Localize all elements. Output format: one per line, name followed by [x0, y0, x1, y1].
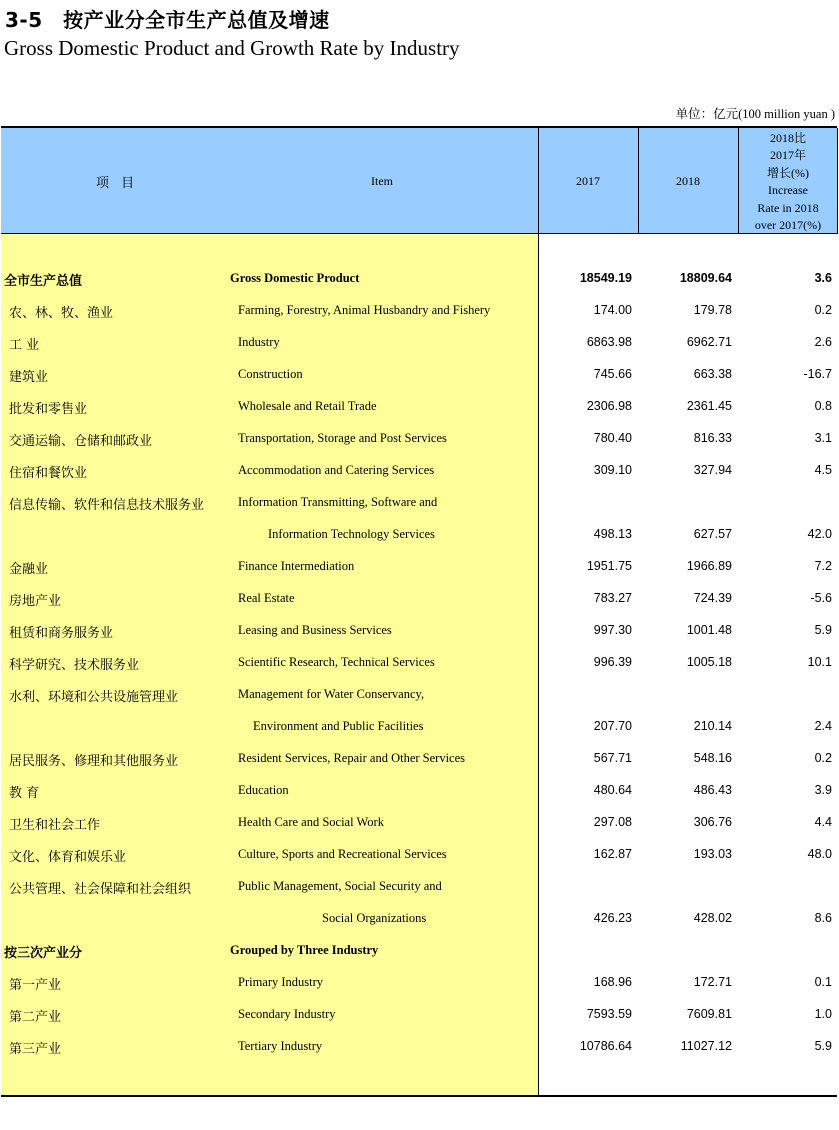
row-label-cn: 批发和零售业: [9, 402, 88, 417]
header-rate-line: 2017年: [769, 148, 806, 163]
value-rate: 10.1: [807, 655, 832, 669]
value-rate: 7.2: [814, 559, 832, 573]
row-label-en: Transportation, Storage and Post Services: [238, 431, 447, 445]
value-rate: 3.1: [814, 431, 832, 445]
value-2018: 816.33: [693, 431, 732, 445]
row-label-en: Farming, Forestry, Animal Husbandry and Fishery: [238, 303, 491, 317]
table-row: [0, 330, 839, 362]
value-2018: 210.14: [693, 719, 732, 733]
value-2017: 7593.59: [586, 1007, 632, 1021]
value-2017: 207.70: [593, 719, 632, 733]
row-label-cn: 科学研究、技术服务业: [9, 658, 140, 673]
value-2018: 6962.71: [686, 335, 732, 349]
table-row: [0, 554, 839, 586]
row-label-cn: 交通运输、仓储和邮政业: [9, 434, 153, 449]
header-rate-line: 2018比: [769, 131, 806, 145]
row-label-cn: 建筑业: [9, 370, 49, 385]
value-2017: 10786.64: [579, 1039, 632, 1053]
value-2018: 663.38: [693, 367, 732, 381]
bottom-rule: [1, 1095, 837, 1097]
table-title-en: Gross Domestic Product and Growth Rate by Industry: [4, 36, 460, 60]
row-label-cn: 居民服务、修理和其他服务业: [9, 754, 179, 769]
value-rate: 0.1: [814, 975, 832, 989]
row-label-en: Industry: [238, 335, 280, 349]
value-2017: 297.08: [593, 815, 632, 829]
table-row: [0, 874, 839, 938]
row-label-cn: 按三次产业分: [4, 946, 83, 961]
row-label-en: Accommodation and Catering Services: [238, 463, 435, 477]
value-rate: 42.0: [807, 527, 832, 541]
row-label-en-continued: Environment and Public Facilities: [253, 719, 424, 733]
table-row: [0, 1034, 839, 1066]
value-rate: 2.6: [814, 335, 832, 349]
row-label-cn: 卫生和社会工作: [9, 818, 101, 833]
value-2018: 724.39: [693, 591, 732, 605]
value-2018: 1001.48: [686, 623, 732, 637]
row-label-en: Primary Industry: [238, 975, 324, 989]
row-label-cn: 房地产业: [9, 594, 62, 609]
row-label-cn: 教 育: [9, 786, 40, 801]
value-rate: 0.2: [814, 303, 832, 317]
header-2018: 2018: [676, 174, 700, 188]
row-label-en: Resident Services, Repair and Other Services: [238, 751, 466, 765]
row-label-cn: 第三产业: [9, 1042, 62, 1057]
row-label-en: Secondary Industry: [238, 1007, 336, 1021]
row-label-en: Tertiary Industry: [238, 1039, 323, 1053]
value-rate: 5.9: [814, 623, 832, 637]
row-label-en: Construction: [238, 367, 303, 381]
column-divider: [638, 128, 639, 234]
table-row: [0, 394, 839, 426]
column-divider: [738, 128, 739, 234]
value-2017: 996.39: [593, 655, 632, 669]
value-2018: 306.76: [693, 815, 732, 829]
unit-label: 单位：亿元(100 million yuan ): [675, 107, 835, 121]
header-growth-rate: [740, 130, 836, 234]
value-2018: 2361.45: [686, 399, 732, 413]
table-row: [0, 298, 839, 330]
row-label-en: Culture, Sports and Recreational Services: [238, 847, 447, 861]
header-divider: [1, 233, 837, 234]
table-row: [0, 1002, 839, 1034]
table-row: [0, 650, 839, 682]
table-row: [0, 970, 839, 1002]
column-divider: [837, 128, 838, 234]
value-rate: 3.9: [814, 783, 832, 797]
value-rate: 8.6: [814, 911, 832, 925]
value-rate: 3.6: [814, 271, 832, 285]
row-label-en: Information Transmitting, Software and: [238, 495, 438, 509]
value-2018: 627.57: [693, 527, 732, 541]
header-rate-line: Increase: [768, 183, 808, 198]
row-label-en: Gross Domestic Product: [230, 271, 360, 285]
value-2017: 174.00: [593, 303, 632, 317]
value-2017: 567.71: [593, 751, 632, 765]
value-2017: 997.30: [593, 623, 632, 637]
row-label-cn: 租赁和商务服务业: [9, 626, 114, 641]
value-2018: 428.02: [693, 911, 732, 925]
table-row: [0, 778, 839, 810]
table-row: [0, 458, 839, 490]
row-label-cn: 金融业: [9, 562, 49, 577]
value-2017: 498.13: [593, 527, 632, 541]
table-row: [0, 938, 839, 970]
table-row: [0, 490, 839, 554]
value-2017: 309.10: [593, 463, 632, 477]
value-rate: -16.7: [803, 367, 832, 381]
value-2018: 1005.18: [686, 655, 732, 669]
value-rate: 4.4: [814, 815, 832, 829]
row-label-en: Leasing and Business Services: [238, 623, 392, 637]
value-2018: 11027.12: [680, 1039, 732, 1053]
value-2018: 1966.89: [686, 559, 732, 573]
row-label-en: Health Care and Social Work: [238, 815, 384, 829]
value-2017: 745.66: [593, 367, 632, 381]
table-row: [0, 266, 839, 298]
value-2017: 783.27: [593, 591, 632, 605]
value-2017: 168.96: [593, 975, 632, 989]
row-label-en-continued: Information Technology Services: [268, 527, 435, 541]
row-label-cn: 住宿和餐饮业: [9, 466, 88, 481]
row-label-cn: 公共管理、社会保障和社会组织: [9, 882, 192, 897]
row-label-en: Management for Water Conservancy,: [238, 687, 425, 701]
row-label-en: Education: [238, 783, 289, 797]
row-label-cn: 工 业: [9, 338, 40, 353]
value-rate: 5.9: [814, 1039, 832, 1053]
value-rate: 0.2: [814, 751, 832, 765]
row-label-cn: 农、林、牧、渔业: [9, 306, 114, 321]
value-2018: 486.43: [693, 783, 732, 797]
value-rate: 4.5: [814, 463, 832, 477]
table-row: [0, 746, 839, 778]
value-rate: 48.0: [807, 847, 832, 861]
row-label-cn: 文化、体育和娱乐业: [9, 850, 127, 865]
row-label-en: Public Management, Social Security and: [238, 879, 442, 893]
header-item-en: Item: [371, 174, 393, 188]
row-label-cn: 第二产业: [9, 1010, 62, 1025]
header-item-cn: 项 目: [96, 176, 135, 191]
value-2017: 6863.98: [586, 335, 632, 349]
row-label-en: Real Estate: [238, 591, 295, 605]
row-label-cn: 水利、环境和公共设施管理业: [9, 690, 179, 705]
value-2017: 1951.75: [586, 559, 632, 573]
value-2017: 426.23: [593, 911, 632, 925]
header-2017: 2017: [576, 174, 600, 188]
row-label-en: Wholesale and Retail Trade: [238, 399, 377, 413]
table-row: [0, 618, 839, 650]
value-2018: 548.16: [693, 751, 732, 765]
top-rule: [1, 126, 837, 128]
table-row: [0, 426, 839, 458]
table-row: [0, 842, 839, 874]
header-rate-line: over 2017(%): [754, 218, 822, 233]
row-label-cn: 第一产业: [9, 978, 62, 993]
value-2017: 18549.19: [579, 271, 632, 285]
row-label-cn: 全市生产总值: [4, 274, 83, 289]
value-2018: 7609.81: [686, 1007, 732, 1021]
value-rate: 1.0: [814, 1007, 832, 1021]
table-row: [0, 586, 839, 618]
value-2018: 172.71: [693, 975, 732, 989]
table-title-cn: 3-5 按产业分全市生产总值及增速: [5, 8, 330, 32]
table-row: [0, 810, 839, 842]
row-label-en: Grouped by Three Industry: [230, 943, 379, 957]
table-row: [0, 362, 839, 394]
value-2017: 480.64: [593, 783, 632, 797]
header-rate-line: Rate in 2018: [757, 200, 819, 215]
value-rate: -5.6: [810, 591, 832, 605]
header-rate-line: 增长(%): [767, 165, 809, 180]
value-2018: 327.94: [693, 463, 732, 477]
value-2017: 162.87: [593, 847, 632, 861]
row-label-en: Finance Intermediation: [238, 559, 355, 573]
value-2018: 193.03: [693, 847, 732, 861]
row-label-en-continued: Social Organizations: [322, 911, 427, 925]
value-rate: 2.4: [814, 719, 832, 733]
value-2018: 179.78: [693, 303, 732, 317]
table-row: [0, 682, 839, 746]
value-2017: 2306.98: [586, 399, 632, 413]
row-label-en: Scientific Research, Technical Services: [238, 655, 435, 669]
value-2018: 18809.64: [679, 271, 732, 285]
row-label-cn: 信息传输、软件和信息技术服务业: [9, 498, 205, 513]
value-rate: 0.8: [814, 399, 832, 413]
value-2017: 780.40: [593, 431, 632, 445]
